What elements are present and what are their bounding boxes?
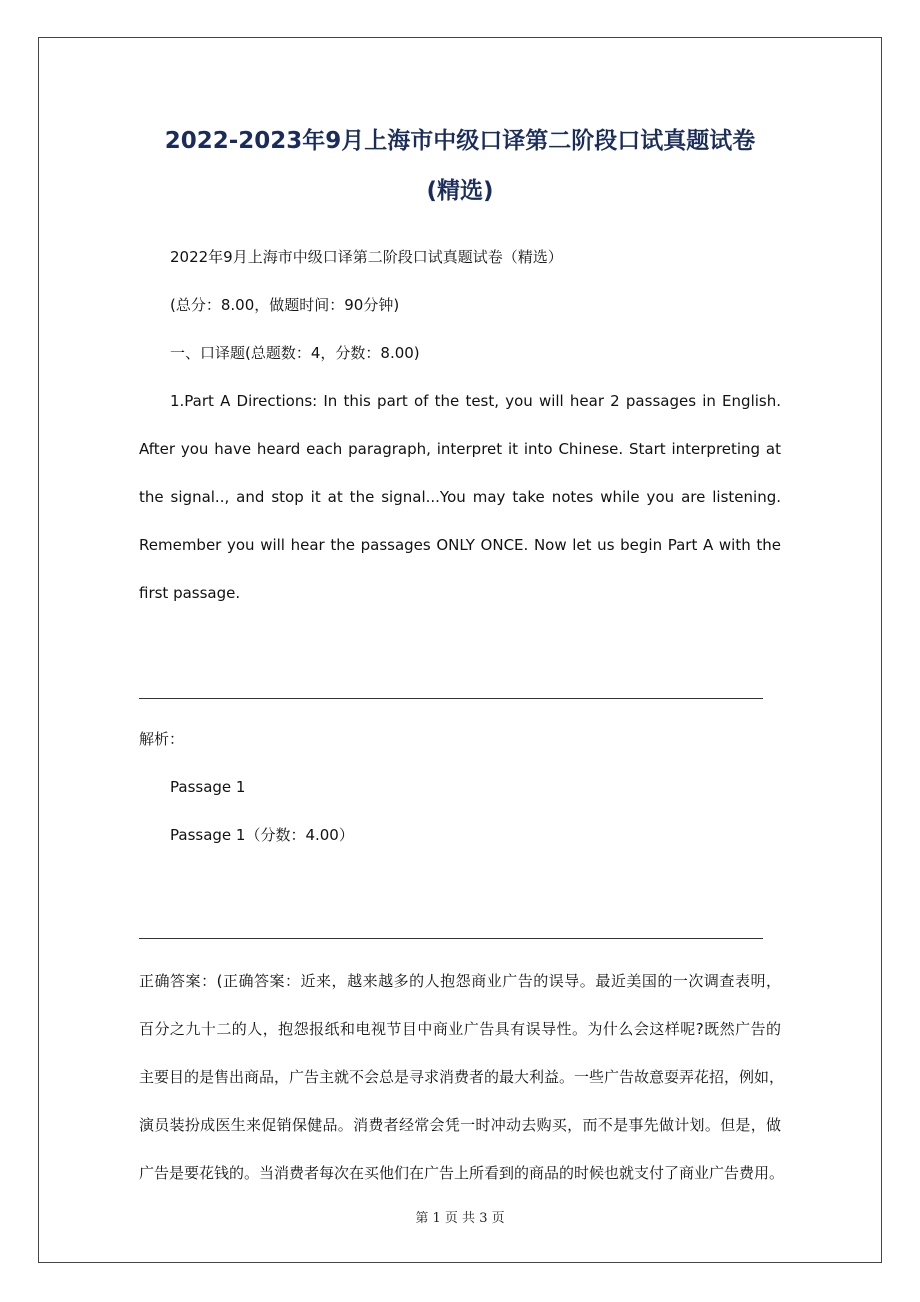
answer-line: 正确答案：(正确答案：近来，越来越多的人抱怨商业广告的误导。最近美国的一次调查表明， [139,972,781,990]
question-line: Remember you will hear the passages ONLY ONCE. Now let us begin Part A with the [139,536,781,554]
answer-line: 主要目的是售出商品，广告主就不会总是寻求消费者的最大利益。一些广告故意耍弄花招，例如， [139,1068,785,1086]
question-line: the signal.., and stop it at the signal...You may take notes while you are listening. [139,488,781,506]
document-title: 2022-2023年9月上海市中级口译第二阶段口试真题试卷 [164,128,756,154]
answer-line: 百分之九十二的人，抱怨报纸和电视节目中商业广告具有误导性。为什么会这样呢?既然广告的 [139,1020,781,1038]
answer-line: 广告是要花钱的。当消费者每次在买他们在广告上所看到的商品的时候也就支付了商业广告费用。 [139,1164,785,1182]
question-line: After you have heard each paragraph, interpret it into Chinese. Start interpreting at [139,440,781,458]
page-footer: 第 1 页 共 3 页 [415,1211,505,1226]
subtitle: 2022年9月上海市中级口译第二阶段口试真题试卷（精选） [170,248,563,266]
answer-line: 演员装扮成医生来促销保健品。消费者经常会凭一时冲动去购买，而不是事先做计划。但是，做 [139,1116,781,1134]
divider [139,938,763,939]
divider [139,698,763,699]
passage-score: Passage 1（分数：4.00） [170,826,354,844]
section-heading: 一、口译题(总题数：4，分数：8.00) [170,344,420,362]
question-line: 1.Part A Directions: In this part of the test, you will hear 2 passages in English. [170,392,781,410]
score-info: (总分：8.00，做题时间：90分钟) [170,296,400,314]
question-line: first passage. [139,584,241,602]
passage-label: Passage 1 [170,778,246,796]
document-title-suffix: (精选) [426,178,494,204]
analysis-label: 解析： [139,730,185,748]
